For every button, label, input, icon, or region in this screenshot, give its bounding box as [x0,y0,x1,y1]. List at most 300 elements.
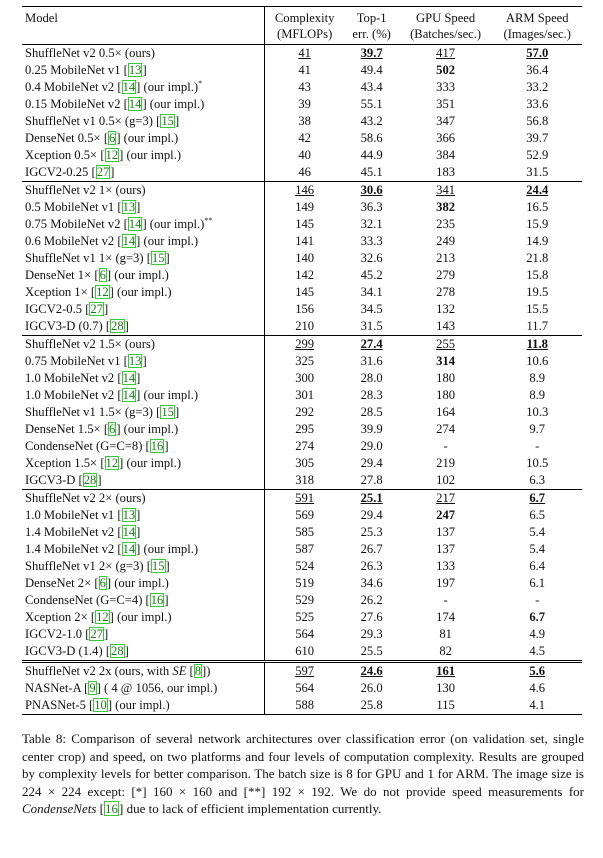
complexity-cell: 41 [298,63,311,77]
top1-cell: 28.5 [360,405,383,419]
table-row [22,404,582,421]
citation-link[interactable]: 10 [94,698,107,712]
model-name-cell: DenseNet 1.5× [6] (our impl.) [22,421,264,438]
arm-cell: 33.2 [526,80,549,94]
caption-citation-link[interactable]: 16 [104,801,118,816]
arm-cell: 11.8 [526,337,548,351]
gpu-cell: 213 [436,251,456,265]
header-arm-speed: ARM Speed (Images/sec.) [503,11,571,41]
arm-cell: 21.8 [526,251,549,265]
footnote-marker: ** [204,215,213,225]
citation-link[interactable]: 14 [122,80,136,94]
model-name-cell: Xception 1.5× [12] (our impl.) [22,455,264,472]
model-name-cell: 0.75 MobileNet v1 [13] [22,353,264,370]
arm-cell: 31.5 [526,165,549,179]
model-note: (our impl.) [123,456,182,470]
citation-link[interactable]: 13 [128,354,142,368]
top1-cell: 26.7 [360,542,383,556]
model-name-cell [22,182,264,200]
arm-cell: 39.7 [526,131,549,145]
model-name: 1.0 MobileNet v1 [25,508,115,522]
citation-link[interactable]: 16 [150,593,164,607]
arm-cell: 15.5 [526,302,549,316]
model-name: DenseNet 1× [25,268,92,282]
complexity-cell: 42 [298,131,311,145]
complexity-cell: 46 [298,165,311,179]
citation-link[interactable]: 14 [122,388,136,402]
arm-cell: 33.6 [526,97,549,111]
complexity-cell: 41 [298,46,311,60]
top1-cell: 44.9 [360,148,383,162]
complexity-cell: 292 [295,405,315,419]
table-caption: Table 8: Comparison of several network architectures over classification error (on validation set, single center crop) and speed, on two platforms and four levels of computation complexity. Results are grouped by complexity levels for better comparison. The batch size is 8 for GPU and 1 for ARM. The image size is 224 × 224 except: [*] 160 × 160 and [**] 192 × 192. We do not provide speed measurements for CondenseNets [16] due to lack of efficient implementation currently. [22,731,584,816]
complexity-cell: 300 [295,371,315,385]
top1-cell: 27.8 [360,473,383,487]
complexity-cell: 210 [295,319,315,333]
row-group-2 [22,182,582,336]
gpu-cell: 102 [436,473,456,487]
model-note: (our impl.) [120,131,179,145]
model-name-cell: PNASNet-5 [10] (our impl.) [22,697,264,715]
top1-cell: 26.0 [360,681,383,695]
table-row [22,216,582,233]
gpu-cell: 197 [436,576,456,590]
complexity-cell: 43 [298,80,311,94]
citation-link[interactable]: 15 [151,251,165,265]
arm-cell: 4.6 [529,681,546,695]
table-row [22,301,582,318]
complexity-cell: 569 [295,508,315,522]
model-name: ShuffleNet v1 1.5× (g=3) [25,405,153,419]
model-name-cell [22,45,264,63]
table-row [22,524,582,541]
model-name: ShuffleNet v2 2× (ours) [25,491,146,505]
gpu-cell: 341 [436,183,456,197]
table-row [22,472,582,490]
citation-link[interactable]: 15 [161,114,174,128]
arm-cell: 4.9 [529,627,546,641]
model-name-cell [22,490,264,508]
table-row [22,267,582,284]
model-name-cell: ShuffleNet v1 1× (g=3) [15] [22,250,264,267]
arm-cell: 16.5 [526,200,549,214]
model-name-cell: 0.75 MobileNet v2 [14] (our impl.)** [22,216,264,233]
top1-cell: 39.9 [360,422,383,436]
arm-cell: 6.7 [529,610,546,624]
table-row [22,284,582,301]
top1-cell: 39.7 [360,46,383,60]
model-name: Xception 1× [25,285,88,299]
table-header [22,7,582,45]
table-row [22,318,582,336]
model-name: ShuffleNet v1 1× (g=3) [25,251,144,265]
model-name-cell: 0.4 MobileNet v2 [14] (our impl.)* [22,79,264,96]
citation-link[interactable]: 6 [109,422,116,436]
arm-cell: 5.6 [529,664,546,678]
table-row [22,558,582,575]
arm-cell: 52.9 [526,148,549,162]
complexity-cell: 301 [295,388,315,402]
model-name-cell: DenseNet 0.5× [6] (our impl.) [22,130,264,147]
top1-cell: 32.6 [360,251,383,265]
model-name-cell: ShuffleNet v1 1.5× (g=3) [15] [22,404,264,421]
arm-cell: 36.4 [526,63,549,77]
citation-link[interactable]: 6 [109,131,116,145]
model-name-cell: 1.4 MobileNet v2 [14] [22,524,264,541]
top1-cell: 28.3 [360,388,383,402]
model-name-cell: CondenseNet (G=C=8) [16] [22,438,264,455]
model-note: (our impl.) [140,542,199,556]
model-name: NASNet-A [25,681,81,695]
complexity-cell: 299 [295,337,315,351]
model-name-cell: 1.0 MobileNet v2 [14] [22,370,264,387]
table-row [22,113,582,130]
model-name-cell: ShuffleNet v2 2x (ours, with SE [8]) [22,662,264,681]
arm-cell: 6.7 [529,491,546,505]
header-complexity: Complexity (MFLOPs) [274,11,335,41]
table-row [22,592,582,609]
gpu-cell: 366 [436,131,456,145]
model-name: 0.4 MobileNet v2 [25,80,115,94]
top1-cell: 31.6 [360,354,383,368]
citation-link[interactable]: 28 [111,644,124,658]
comparison-table [22,6,582,715]
citation-link[interactable]: 13 [128,63,142,77]
model-name: PNASNet-5 [25,698,86,712]
gpu-cell: 132 [436,302,456,316]
gpu-cell: 278 [436,285,456,299]
arm-cell: 6.5 [529,508,546,522]
model-name: CondenseNet (G=C=4) [25,593,143,607]
gpu-cell: 81 [439,627,452,641]
complexity-cell: 325 [295,354,315,368]
row-group-1 [22,45,582,182]
table-row [22,353,582,370]
model-name-cell: CondenseNet (G=C=4) [16] [22,592,264,609]
model-name: ShuffleNet v1 2× (g=3) [25,559,144,573]
model-name: ShuffleNet v2 0.5× (ours) [25,46,155,60]
model-note: (our impl.) [113,610,172,624]
top1-cell: 34.5 [360,302,383,316]
gpu-cell: 274 [436,422,456,436]
model-name-cell: IGCV3-D (1.4) [28] [22,643,264,662]
table-row [22,370,582,387]
table-row [22,199,582,216]
model-note: (our impl.) [113,285,172,299]
gpu-cell: 219 [436,456,456,470]
gpu-cell: 217 [436,491,456,505]
gpu-cell: 130 [436,681,456,695]
table-row [22,421,582,438]
gpu-cell: 137 [436,542,456,556]
citation-link[interactable]: 14 [122,234,136,248]
model-note: (our impl.) [140,388,199,402]
top1-cell: 25.5 [360,644,383,658]
complexity-cell: 529 [295,593,315,607]
complexity-cell: 524 [295,559,315,573]
gpu-cell: 82 [439,644,452,658]
table-row [22,387,582,404]
citation-link[interactable]: 6 [99,268,106,282]
citation-link[interactable]: 12 [105,148,119,162]
complexity-cell: 141 [295,234,315,248]
citation-link[interactable]: 15 [151,559,165,573]
model-name-cell: 1.0 MobileNet v1 [13] [22,507,264,524]
row-group-5 [22,662,582,715]
model-name: 1.4 MobileNet v2 [25,525,115,539]
citation-link[interactable]: 28 [83,473,97,487]
citation-link[interactable]: 28 [111,319,124,333]
arm-cell: 10.5 [526,456,549,470]
model-name: ShuffleNet v2 1× (ours) [25,183,146,197]
top1-cell: 25.8 [360,698,383,712]
model-name-cell: DenseNet 2× [6] (our impl.) [22,575,264,592]
gpu-cell: 115 [436,698,455,712]
top1-cell: 49.4 [360,63,383,77]
caption-text: Table 8: Comparison of several network architectures over classification error (on validation set, single center crop) and speed, on two platforms and four levels of computation complexity. Results are grouped by complexity levels for better comparison. The batch size is 8 for GPU and 1 for ARM. The image size is 224 × 224 except: [*] 160 × 160 and [**] 192 × 192. We do not provide speed measurements for [22,731,584,799]
model-name-cell: 1.4 MobileNet v2 [14] (our impl.) [22,541,264,558]
complexity-cell: 145 [295,285,315,299]
citation-link[interactable]: 14 [122,525,136,539]
table-row [22,680,582,697]
gpu-cell: 247 [436,508,456,522]
complexity-cell: 140 [295,251,315,265]
citation-link[interactable]: 9 [89,681,96,695]
top1-cell: 34.1 [360,285,383,299]
caption-text-end: due to lack of efficient implementation currently. [123,801,382,816]
citation-link[interactable]: 13 [122,508,136,522]
complexity-cell: 274 [295,439,315,453]
model-name: IGCV3-D (0.7) [25,319,103,333]
gpu-cell: 180 [436,371,456,385]
model-name-cell: 0.6 MobileNet v2 [14] (our impl.) [22,233,264,250]
top1-cell: 26.2 [360,593,383,607]
table-row [22,79,582,96]
table-row [22,626,582,643]
top1-cell: 33.3 [360,234,383,248]
citation-link[interactable]: 12 [96,610,109,624]
arm-cell: 24.4 [526,183,549,197]
gpu-cell: 384 [436,148,456,162]
arm-cell: 10.6 [526,354,549,368]
arm-cell: 6.1 [529,576,546,590]
model-name-cell: 0.25 MobileNet v1 [13] [22,62,264,79]
citation-link[interactable]: 12 [96,285,109,299]
complexity-cell: 564 [295,627,315,641]
row-group-4 [22,490,582,662]
gpu-cell: 183 [436,165,456,179]
gpu-cell: 161 [436,664,456,678]
model-name: DenseNet 1.5× [25,422,101,436]
complexity-cell: 597 [295,664,315,678]
complexity-cell: 610 [295,644,315,658]
citation-link[interactable]: 12 [105,456,119,470]
arm-cell: 10.3 [526,405,549,419]
model-name: Xception 0.5× [25,148,98,162]
model-name-cell: ShuffleNet v1 2× (g=3) [15] [22,558,264,575]
model-name: IGCV2-0.5 [25,302,83,316]
arm-cell: - [535,439,540,453]
complexity-cell: 519 [295,576,315,590]
citation-link[interactable]: 27 [96,165,110,179]
gpu-cell: 255 [436,337,456,351]
top1-cell: 28.0 [360,371,383,385]
citation-link[interactable]: 27 [90,302,103,316]
citation-link[interactable]: 14 [128,217,142,231]
top1-cell: 31.5 [360,319,383,333]
model-name: 0.15 MobileNet v2 [25,97,121,111]
model-name-cell: Xception 2× [12] (our impl.) [22,609,264,626]
arm-cell: 6.4 [529,559,546,573]
table-row [22,250,582,267]
table-row [22,643,582,662]
complexity-cell: 146 [295,183,315,197]
gpu-cell: - [443,593,448,607]
table-row [22,182,582,200]
model-name-cell: IGCV2-1.0 [27] [22,626,264,643]
arm-cell: 19.5 [526,285,549,299]
arm-cell: 57.0 [526,46,549,60]
model-name-cell: IGCV3-D [28] [22,472,264,490]
table-row [22,164,582,182]
complexity-cell: 585 [295,525,315,539]
table-row [22,697,582,715]
top1-cell: 29.4 [360,508,383,522]
table-row [22,130,582,147]
top1-cell: 43.4 [360,80,383,94]
model-name-cell: 0.15 MobileNet v2 [14] (our impl.) [22,96,264,113]
arm-cell: 5.4 [529,542,546,556]
row-group-3 [22,336,582,490]
top1-cell: 55.1 [360,97,383,111]
complexity-cell: 564 [295,681,315,695]
gpu-cell: 347 [436,114,456,128]
top1-cell: 58.6 [360,131,383,145]
top1-cell: 25.3 [360,525,383,539]
gpu-cell: 137 [436,525,456,539]
arm-cell: 8.9 [529,388,546,402]
gpu-cell: 143 [436,319,456,333]
citation-link[interactable]: 15 [161,405,174,419]
complexity-cell: 525 [295,610,315,624]
complexity-cell: 142 [295,268,315,282]
model-name: DenseNet 0.5× [25,131,101,145]
top1-cell: 45.1 [360,165,383,179]
citation-link[interactable]: 13 [122,200,136,214]
top1-cell: 24.6 [360,664,383,678]
model-name: Xception 1.5× [25,456,98,470]
model-name: 0.75 MobileNet v2 [25,217,121,231]
header-top1: Top-1 err. (%) [352,11,391,41]
model-name: 0.25 MobileNet v1 [25,63,121,77]
model-name-cell: DenseNet 1× [6] (our impl.) [22,267,264,284]
header-model: Model [22,7,264,45]
arm-cell: 9.7 [529,422,546,436]
complexity-cell: 39 [298,97,311,111]
top1-cell: 36.3 [360,200,383,214]
table-row [22,662,582,681]
model-name-cell: Xception 1× [12] (our impl.) [22,284,264,301]
top1-cell: 30.6 [360,183,383,197]
top1-cell: 29.3 [360,627,383,641]
top1-cell: 27.4 [360,337,383,351]
model-name: DenseNet 2× [25,576,92,590]
model-name-italic: SE [172,664,187,678]
gpu-cell: 249 [436,234,456,248]
model-note: (our impl.) [112,698,170,712]
citation-link[interactable]: 8 [194,664,202,678]
model-name: ShuffleNet v2 2x (ours, with [25,664,173,678]
model-name: IGCV2-1.0 [25,627,83,641]
top1-cell: 43.2 [360,114,383,128]
gpu-cell: 235 [436,217,456,231]
gpu-cell: 351 [436,97,456,111]
gpu-cell: 180 [436,388,456,402]
complexity-cell: 587 [295,542,315,556]
arm-cell: - [535,593,540,607]
table-row [22,45,582,63]
model-note: ( 4 @ 1056, our impl.) [100,681,218,695]
model-name: ShuffleNet v1 0.5× (g=3) [25,114,153,128]
arm-cell: 5.4 [529,525,546,539]
gpu-cell: 502 [436,63,456,77]
model-note: (our impl.) [140,80,199,94]
gpu-cell: 314 [436,354,456,368]
table-row [22,147,582,164]
citation-link[interactable]: 14 [122,371,136,385]
table-row [22,541,582,558]
citation-link[interactable]: 14 [128,97,142,111]
citation-link[interactable]: 27 [90,627,103,641]
model-note: (our impl.) [111,268,169,282]
model-name: IGCV3-D [25,473,76,487]
model-name: 1.0 MobileNet v2 [25,388,115,402]
model-name-cell: Xception 0.5× [12] (our impl.) [22,147,264,164]
table-row [22,233,582,250]
footnote-marker: * [198,78,203,88]
model-name: IGCV2-0.25 [25,165,89,179]
header-gpu-speed: GPU Speed (Batches/sec.) [410,11,482,41]
model-name-cell: IGCV3-D (0.7) [28] [22,318,264,336]
citation-link[interactable]: 6 [99,576,106,590]
table-row [22,455,582,472]
top1-cell: 29.0 [360,439,383,453]
arm-cell: 6.3 [529,473,546,487]
complexity-cell: 145 [295,217,315,231]
gpu-cell: 382 [436,200,456,214]
arm-cell: 14.9 [526,234,549,248]
table-row [22,62,582,79]
model-name: CondenseNet (G=C=8) [25,439,143,453]
complexity-cell: 38 [298,114,311,128]
model-name: 1.4 MobileNet v2 [25,542,115,556]
table-row [22,96,582,113]
model-name: ShuffleNet v2 1.5× (ours) [25,337,155,351]
table-row [22,438,582,455]
citation-link[interactable]: 14 [122,542,136,556]
model-name-cell: NASNet-A [9] ( 4 @ 1056, our impl.) [22,680,264,697]
model-name-cell: ShuffleNet v1 0.5× (g=3) [15] [22,113,264,130]
model-note: (our impl.) [120,422,179,436]
arm-cell: 15.8 [526,268,549,282]
model-name-cell: 0.5 MobileNet v1 [13] [22,199,264,216]
model-name: 0.6 MobileNet v2 [25,234,115,248]
citation-link[interactable]: 16 [150,439,164,453]
model-name: Xception 2× [25,610,88,624]
top1-cell: 32.1 [360,217,383,231]
complexity-cell: 588 [295,698,315,712]
top1-cell: 25.1 [360,491,383,505]
